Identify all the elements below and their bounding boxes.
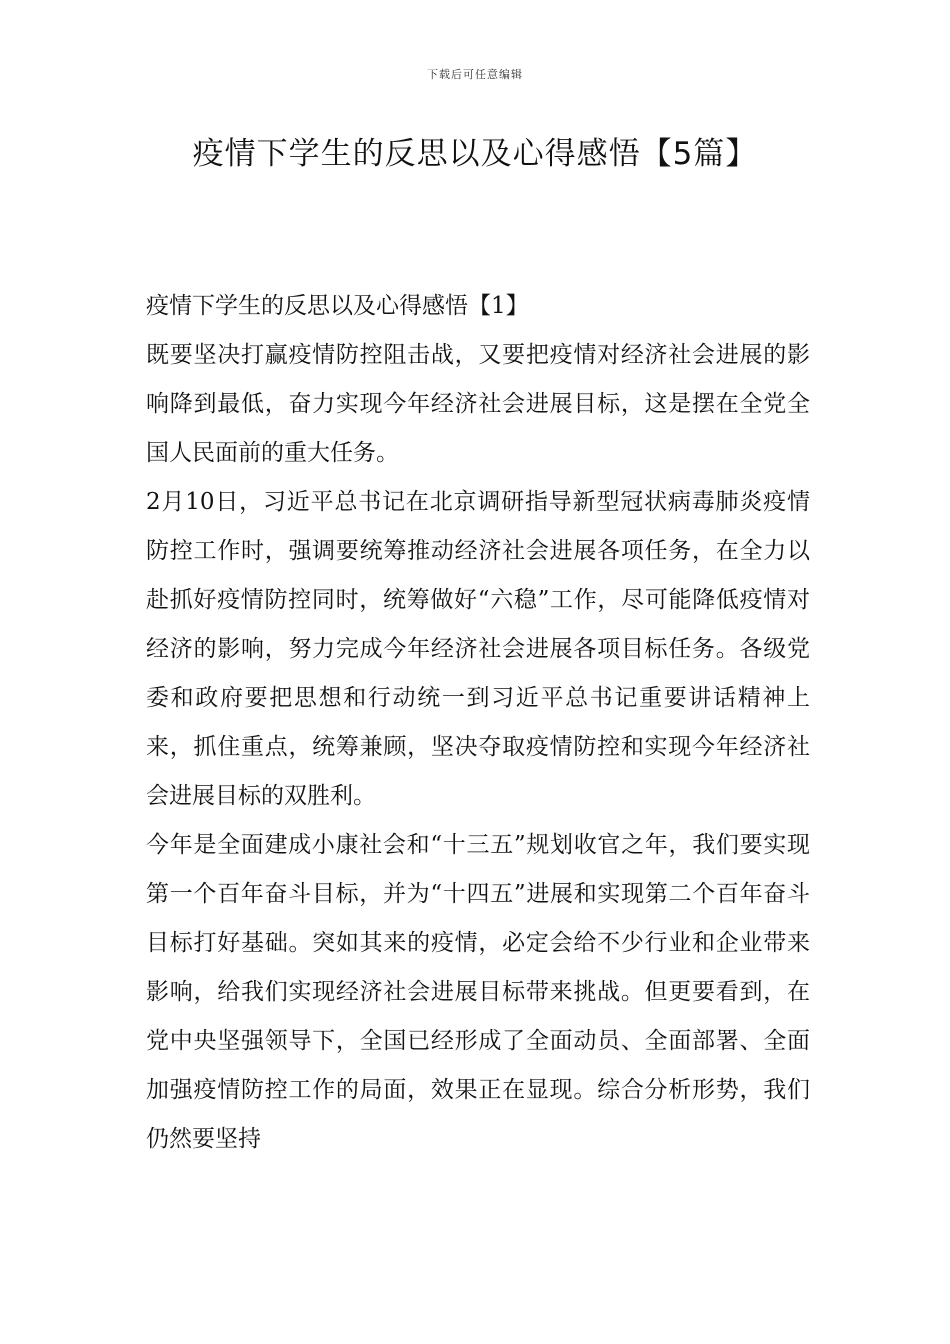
header-note: 下载后可任意编辑 xyxy=(427,68,523,81)
paragraph-1: 既要坚决打赢疫情防控阻击战，又要把疫情对经济社会进展的影响降到最低，奋力实现今年经济社会进展目标，这是摆在全党全国人民面前的重大任务。 xyxy=(146,342,810,466)
document-title: 疫情下学生的反思以及心得感悟【5篇】 xyxy=(192,136,758,172)
paragraph-3: 今年是全面建成小康社会和“十三五”规划收官之年，我们要实现第一个百年奋斗目标，并为“十四五”进展和实现第二个百年奋斗目标打好基础。突如其来的疫情，必定会给不少行业和企业带来影响，给我们实现经济社会进展目标带来挑战。但更要看到，在党中央坚强领导下，全国已经形成了全面动员、全面部署、全面加强疫情防控工作的局面，效果正在显现。综合分析形势，我们仍然要坚持 xyxy=(146,832,810,1152)
section-heading: 疫情下学生的反思以及心得感悟【1】 xyxy=(146,293,529,319)
paragraph-2: 2月10日，习近平总书记在北京调研指导新型冠状病毒肺炎疫情防控工作时，强调要统筹推动经济社会进展各项任务，在全力以赴抓好疫情防控同时，统筹做好“六稳”工作，尽可能降低疫情对经济的影响，努力完成今年经济社会进展各项目标任务。各级党委和政府要把思想和行动统一到习近平总书记重要讲话精神上来，抓住重点，统筹兼顾，坚决夺取疫情防控和实现今年经济社会进展目标的双胜利。 xyxy=(146,489,810,809)
document-body xyxy=(146,282,810,1164)
